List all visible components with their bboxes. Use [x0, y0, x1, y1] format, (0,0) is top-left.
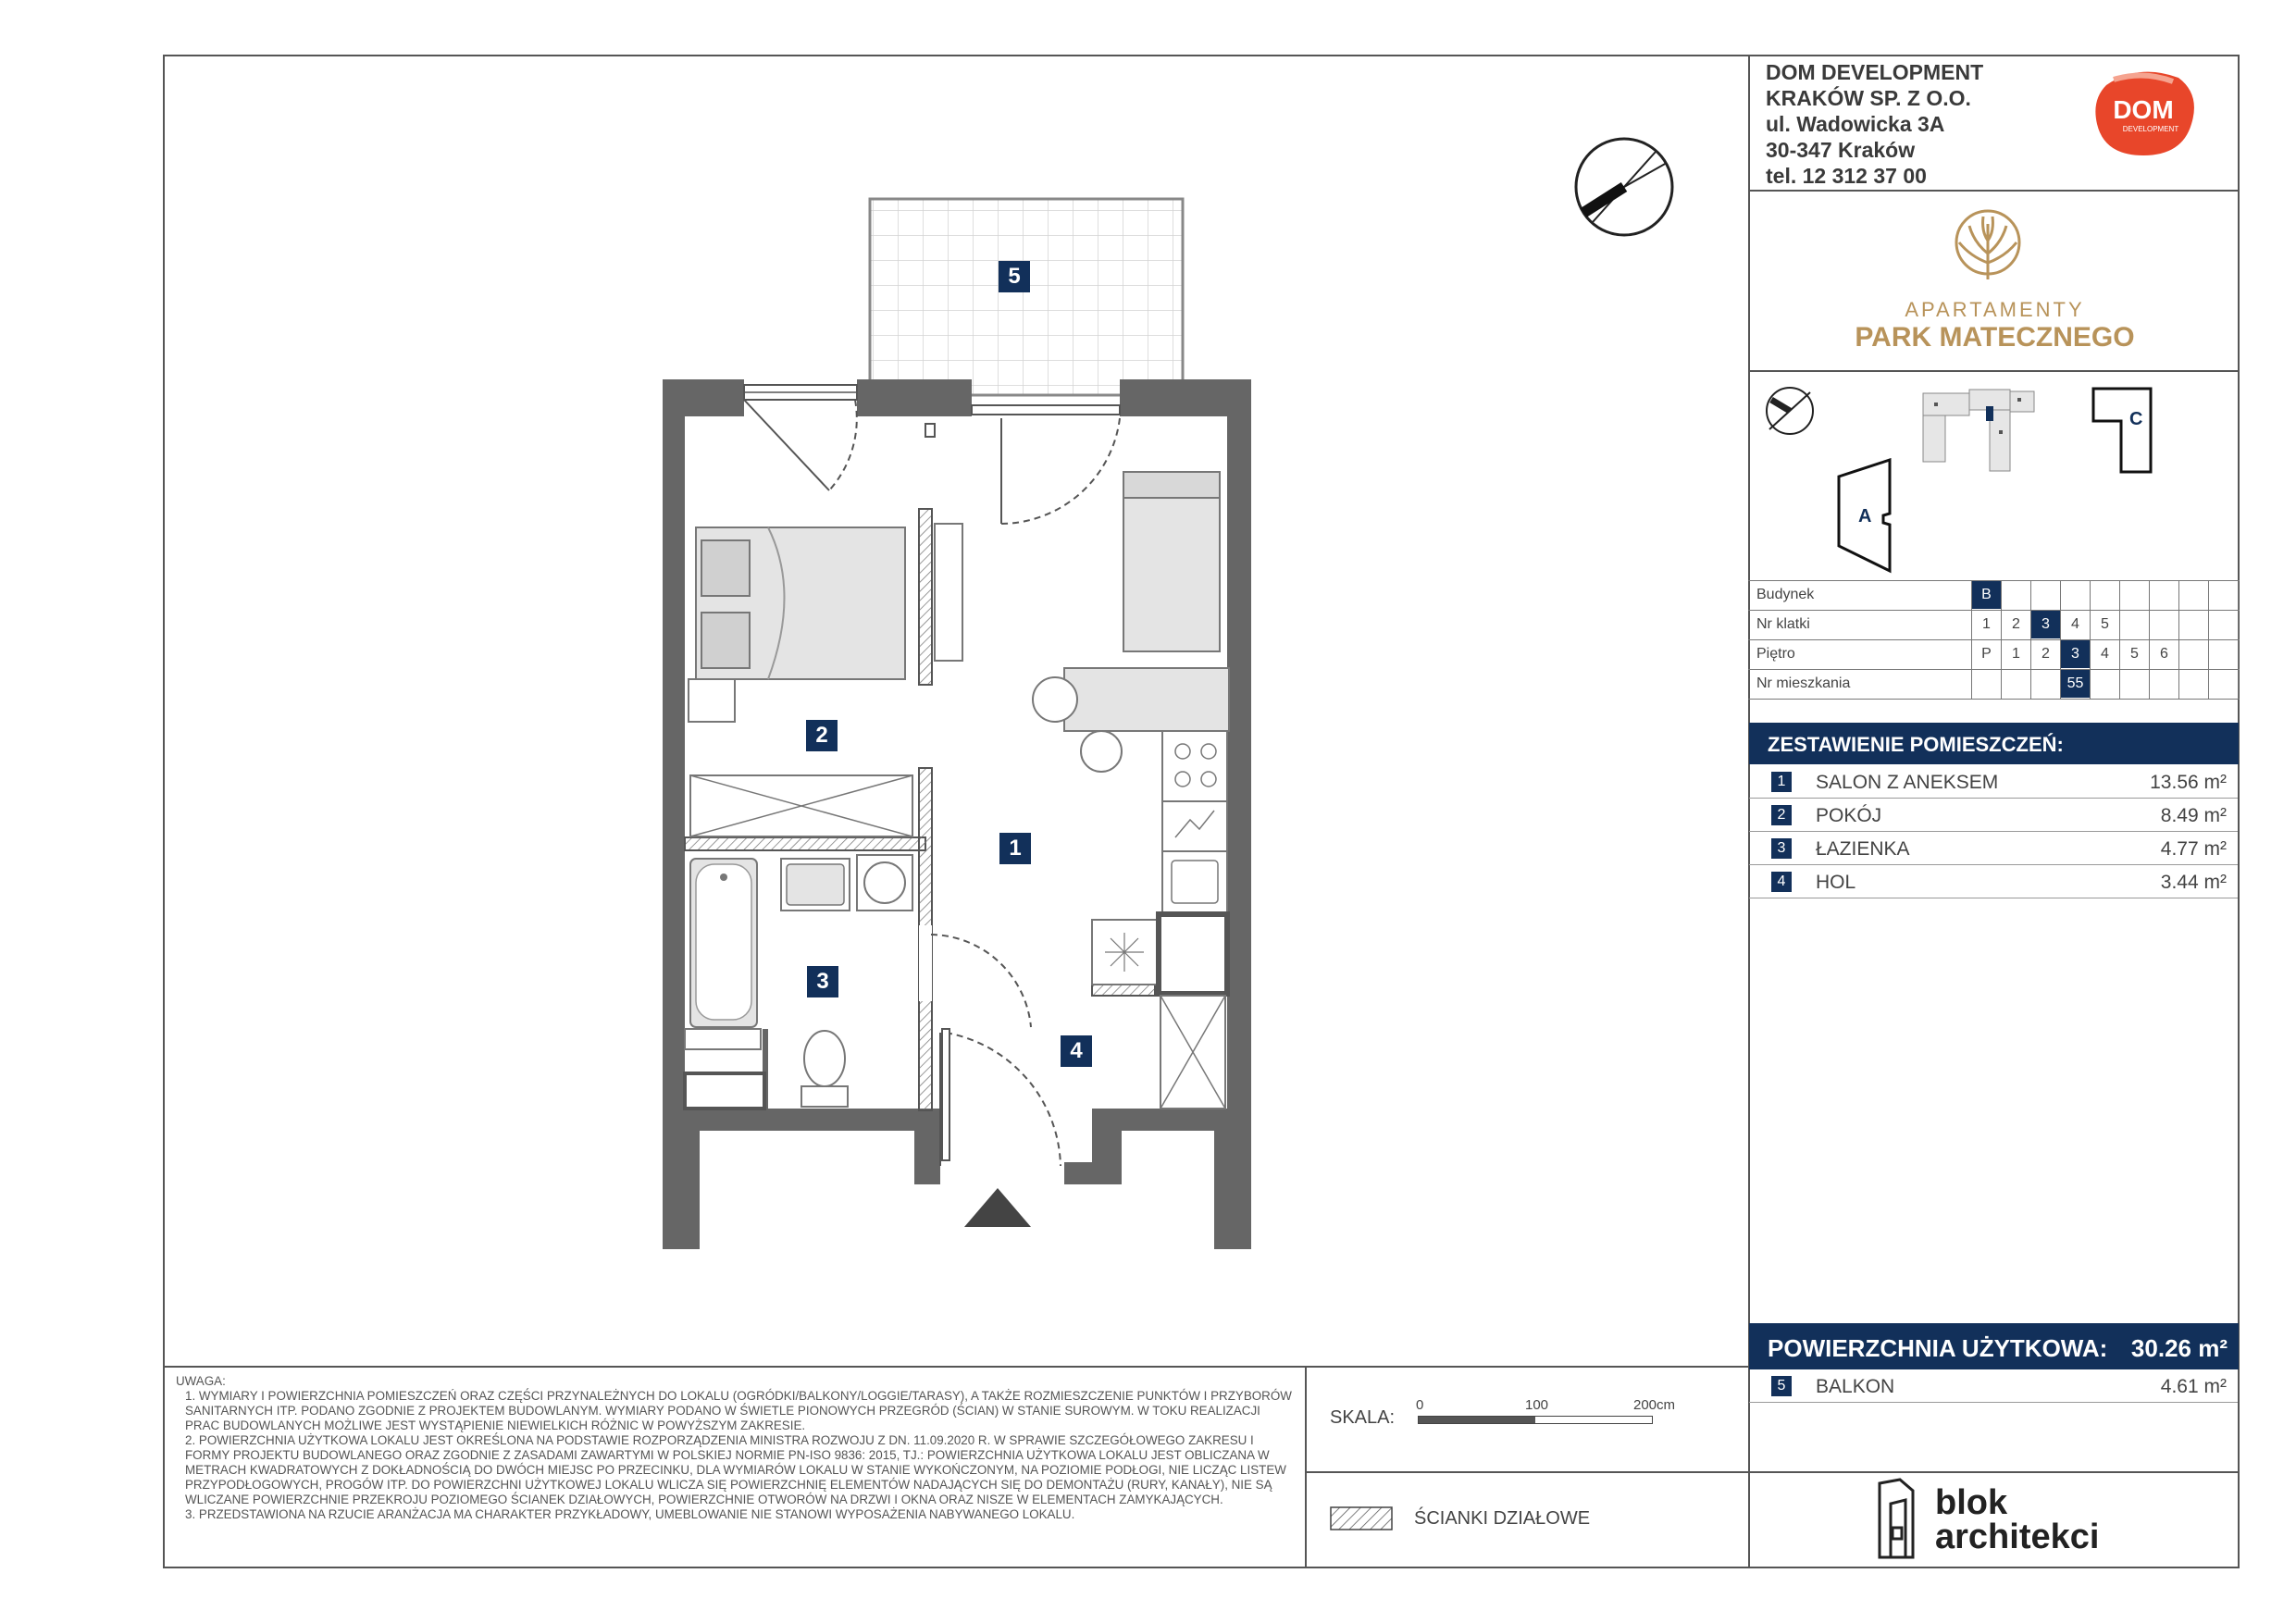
note-1: 1. WYMIARY I POWIERZCHNIA POMIESZCZEŃ ORAZ CZĘŚCI PRZYNALEŻNYCH DO LOKALU (OGRÓDKI/BALKONY/LOGGIE/TARASY), A TAKŻE ROZMIESZCZENIE PUNKTÓW I PRZYBORÓW SANITARNYCH ITP. PODANO ZGODNIE Z PROJEKTEM BUDOWLANYM. WYMIARY PODANO W ŚWIETLE PIONOWYCH PRZEGRÓD (ŚCIAN) W STANIE SUROWYM. W TOKU REALIZACJI PRAC BUDOWLANYCH MOŻLIWE JEST WYSTĄPIENIE NIEWIELKICH RÓŻNIC W POWYŻSZYM ZAKRESIE.: [185, 1389, 1292, 1432]
room-row: [1749, 833, 2238, 865]
grid-line: [1748, 699, 2240, 700]
grid-cell: P: [1981, 646, 1992, 662]
room-number: 3: [1771, 838, 1792, 859]
room-number: 5: [1771, 1376, 1792, 1396]
grid-line: [2208, 580, 2209, 699]
toilet: [801, 1086, 848, 1107]
company-info: [1766, 59, 1983, 189]
rooms-header-label: ZESTAWIENIE POMIESZCZEŃ:: [1768, 733, 2064, 756]
door-frame-entry: [942, 1029, 949, 1160]
keyplan-compass-icon: [1762, 383, 1818, 439]
project-title-line1: APARTAMENTY: [1905, 298, 2085, 321]
rooms-header: [1749, 723, 2239, 764]
grid-cell: 2: [2012, 616, 2020, 632]
desk: [935, 524, 962, 661]
room-area: 4.77 m²: [2160, 838, 2227, 860]
architect-line1: blok: [1935, 1483, 2008, 1522]
partition-hatch-icon: [1330, 1506, 1393, 1530]
grid-cell: 3: [2031, 611, 2060, 638]
architect-divider: [1748, 1471, 2240, 1473]
wall-bottom-left: [663, 1109, 927, 1131]
dishwasher: [1162, 801, 1227, 851]
balcony-area: [870, 199, 1183, 395]
room-number: 4: [1771, 872, 1792, 892]
project-divider: [1748, 370, 2240, 372]
nightstand: [689, 679, 735, 722]
room-row: [1749, 866, 2238, 898]
room-area: 3.44 m²: [2160, 872, 2227, 893]
room-name: HOL: [1816, 872, 1856, 893]
grid-cell: 3: [2061, 640, 2090, 668]
partition-kitchen-bottom: [1092, 985, 1155, 996]
keyplan-label-a: A: [1858, 506, 1872, 527]
floor-plan: [648, 185, 1277, 1249]
keyplan-building-c: [2084, 384, 2158, 477]
plan-label-room-5: 5: [999, 261, 1030, 292]
grid-cell: 4: [2071, 616, 2079, 632]
dom-development-logo: [2088, 67, 2208, 159]
sofa: [1123, 472, 1220, 651]
grid-label-apartment: Nr mieszkania: [1756, 675, 1851, 691]
total-area-label: POWIERZCHNIA UŻYTKOWA:: [1768, 1334, 2108, 1362]
company-street: ul. Wadowicka 3A: [1766, 112, 1945, 136]
legend-partition-label: ŚCIANKI DZIAŁOWE: [1414, 1508, 1591, 1529]
room-number: 1: [1771, 772, 1792, 792]
room-area: 8.49 m²: [2160, 805, 2227, 826]
grid-cell: 55: [2061, 670, 2090, 698]
wall-entry-right-stub: [1064, 1162, 1120, 1184]
grid-cell: [2031, 670, 2060, 698]
room-number: 2: [1771, 805, 1792, 825]
grid-cell: 6: [2160, 646, 2168, 662]
scale-legend-divider: [1305, 1471, 1749, 1473]
room-name: BALKON: [1816, 1376, 1895, 1397]
grid-cell: 5: [2101, 616, 2109, 632]
plan-label-room-2: 2: [806, 720, 838, 751]
shaft: [1159, 914, 1227, 994]
plan-label-room-4: 4: [1061, 1035, 1092, 1067]
company-name: DOM DEVELOPMENT: [1766, 60, 1984, 84]
notes-scale-divider: [1305, 1366, 1307, 1568]
company-name-line2: KRAKÓW SP. Z O.O.: [1766, 86, 1971, 110]
scale-bar: [1418, 1416, 1653, 1424]
grid-cell: 1: [2012, 646, 2020, 662]
north-compass-icon: [1570, 133, 1678, 241]
cooktop: [1162, 731, 1227, 801]
company-phone: tel. 12 312 37 00: [1766, 164, 1927, 188]
kitchen-counter: [1064, 668, 1229, 731]
total-area-value: 30.26 m²: [2130, 1334, 2228, 1362]
keyplan-site-map: [1916, 384, 2054, 477]
grid-cell: 4: [2101, 646, 2109, 662]
blok-architekci-logo-icon: [1874, 1476, 1922, 1559]
notes-divider: [163, 1366, 1749, 1368]
scale-tick-0: 0: [1416, 1397, 1424, 1413]
room-row: [1749, 766, 2238, 799]
room-area: 13.56 m²: [2150, 772, 2227, 793]
grid-line: [2238, 580, 2239, 699]
grid-label-staircase: Nr klatki: [1756, 616, 1810, 632]
grid-cell: [2002, 670, 2030, 698]
plan-label-room-1: 1: [999, 833, 1031, 864]
notes: [176, 1374, 1296, 1522]
note-3: 3. PRZEDSTAWIONA NA RZUCIE ARANŻACJA MA CHARAKTER PRZYKŁADOWY, UMEBLOWANIE NIE STANOWI WYPOSAŻENIA NABYWANEGO LOKALU.: [185, 1507, 1075, 1521]
scale-bar-filled: [1419, 1417, 1535, 1423]
logo-text: DOM: [2113, 95, 2174, 124]
scale-tick-200: 200cm: [1633, 1397, 1676, 1413]
note-2: 2. POWIERZCHNIA UŻYTKOWA LOKALU JEST OKREŚLONA NA PODSTAWIE ROZPORZĄDZENIA MINISTRA ROZWOJU Z DN. 11.09.2020 R. W SPRAWIE SZCZEGÓŁOWEGO ZAKRESU I FORMY PROJEKTU BUDOWLANEGO ORAZ ZGODNIE Z ZASADAMI ZAWARTYMI W POLSKIEJ NORMIE PN-ISO 9836: 2015, TJ.: POWIERZCHNIA UŻYTKOWA LOKALU JEST OBLICZANA W METRACH KWADRATOWYCH Z DOKŁADNOŚCIĄ DO DWÓCH MIEJSC PO PRZECINKU, DLA WYMIARÓW LOKALU W STANIE WYKOŃCZONYM, NA POZIOMIE PODŁOGI, NIE LICZĄC LISTEW PRZYPODŁOGOWYCH, PROGÓW ITP. DO POWIERZCHNI UŻYTKOWEJ LOKALU WLICZA SIĘ POWIERZCHNIĘ ELEMENTÓW NADAJĄCYCH SIĘ DO DEMONTAŻU (RURY, KANAŁY), NIE SĄ WLICZANE POWIERZCHNIE PRZEKROJU POZIOMEGO ŚCIANEK DZIAŁOWYCH, POWIERZCHNIE OTWORÓW NA DRZWI I OKNA ORAZ NISZE W ELEMENTACH ZAMYKAJĄCYCH.: [185, 1433, 1286, 1506]
architect-line2: architekci: [1935, 1518, 2100, 1556]
plan-label-room-3: 3: [807, 966, 838, 997]
grid-cell: 2: [2042, 646, 2050, 662]
toilet-niche: [685, 1029, 761, 1049]
grid-label-floor: Piętro: [1756, 646, 1795, 662]
room-row: [1749, 799, 2238, 832]
notes-title: UWAGA:: [176, 1374, 226, 1388]
room-name: POKÓJ: [1816, 805, 1882, 826]
project-title-line2: PARK MATECZNEGO: [1855, 322, 2135, 353]
grid-line: [2178, 580, 2179, 699]
stool: [1033, 677, 1077, 722]
window-top-right: [972, 405, 1120, 415]
stool: [1081, 731, 1122, 772]
balcony-row: [1749, 1370, 2238, 1403]
partition-bedroom-right: [919, 509, 932, 685]
grid-cell: B: [1972, 581, 2001, 609]
grid-line: [2149, 580, 2150, 699]
grid-cell: 1: [1982, 616, 1991, 632]
grid-cell: 5: [2130, 646, 2139, 662]
keyplan-label-c: C: [2129, 409, 2143, 429]
grid-label-building: Budynek: [1756, 587, 1815, 602]
grid-line: [2090, 580, 2091, 699]
room-name: SALON Z ANEKSEM: [1816, 772, 1999, 793]
grid-cell: [1972, 670, 2001, 698]
room-name: ŁAZIENKA: [1816, 838, 1910, 860]
scale-label: SKALA:: [1330, 1407, 1396, 1428]
partition-bath-top: [685, 837, 925, 850]
total-area-bar: [1749, 1323, 2239, 1369]
company-divider: [1748, 190, 2240, 192]
room-area: 4.61 m²: [2160, 1376, 2227, 1397]
grid-line: [2119, 580, 2120, 699]
scale-tick-100: 100: [1525, 1397, 1549, 1413]
company-city: 30-347 Kraków: [1766, 138, 1916, 162]
wall-entry-left-stub: [914, 1162, 940, 1184]
logo-subtext: DEVELOPMENT: [2122, 125, 2179, 133]
tree-logo-icon: [1946, 205, 2029, 289]
